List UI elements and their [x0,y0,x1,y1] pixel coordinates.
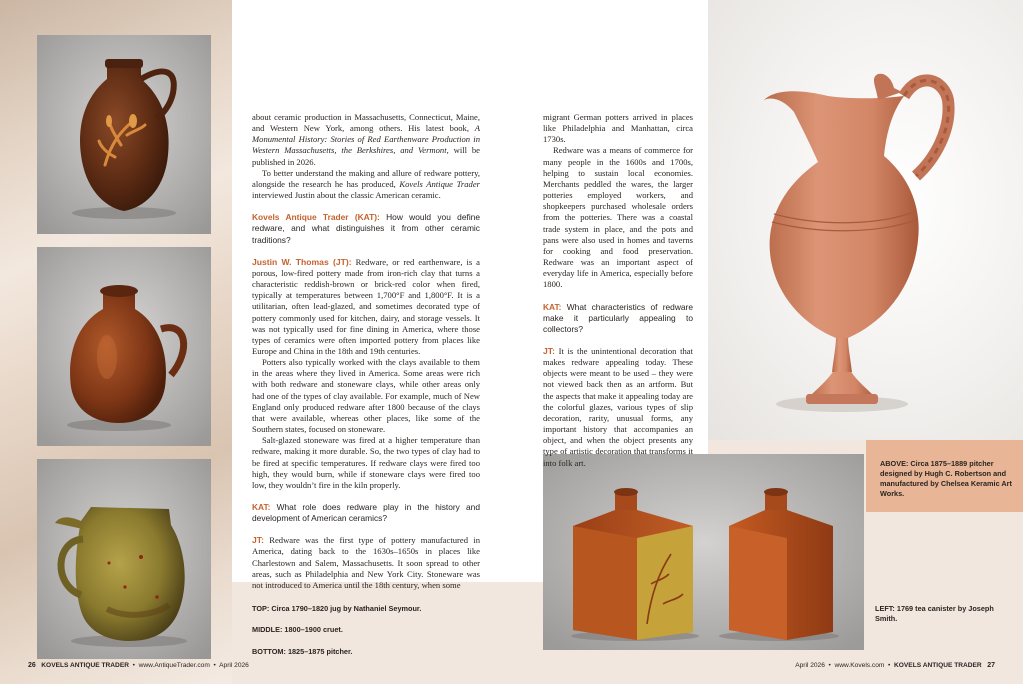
folio-left: 26 KOVELS ANTIQUE TRADER • www.AntiqueTrader.com • April 2026 [28,662,249,669]
caption-above: ABOVE: Circa 1875–1889 pitcher designed by Hugh C. Robertson and manufactured by Chelsea Keramic Art Works. [880,459,1012,498]
publication-name: KOVELS ANTIQUE TRADER [894,662,982,669]
continued-paragraph: migrant German potters arrived in places like Philadelphia and Manhattan, circa 1730s. [543,112,693,145]
issue-date: April 2026 [795,662,825,669]
issue-date: April 2026 [219,662,249,669]
speaker-label: Justin W. Thomas (JT): [252,256,352,267]
photo-tea-canister [543,454,864,650]
caption-bottom: BOTTOM: 1825–1875 pitcher. [252,647,353,656]
publication-name: KOVELS ANTIQUE TRADER [41,662,129,669]
caption-middle: MIDDLE: 1800–1900 cruet. [252,625,343,634]
photo-cruet [37,247,211,446]
article-column-right [543,112,693,469]
folio-right: April 2026 • www.Kovels.com • KOVELS ANTIQUE TRADER 27 [795,662,995,669]
commerce-paragraph: Redware was a means of commerce for many people in the 1600s and 1700s, helping to sustain local economies. Merchants peddled the wares, the larger potteries employed workers, and shopkeepers purchased wholesale orders from the potteries. There was a coastal trade system in place, and the pots and pans were also used in homes and taverns for cooking and food preservation. Redware was an important aspect of everyday life in America, especially before 1800. [543,145,693,290]
speaker-label: JT: [252,535,264,546]
caption-left: LEFT: 1769 tea canister by Joseph Smith. [875,604,994,623]
caption-top: TOP: Circa 1790–1820 jug by Nathaniel Seymour. [252,604,422,613]
answer-1-paragraph-2: Potters also typically worked with the clays available to them in the areas where they lived in America. Some areas were rich with both redware and stoneware clays, while other areas only had one of the types of clay available. For example, much of New England only produced redware after 1800 because of the clays that were available, whereas other places, like some of the Southern states, focused on stoneware. [252,357,480,435]
answer-1-paragraph-3: Salt-glazed stoneware was fired at a higher temperature than redware, making it more durable. So, the two types of clay had to be fired at specific temperatures. If redware clays were fired too high, they would burn, while if stoneware clays were fired too low, they wouldn’t fire in the kiln properly. [252,435,480,490]
photo-chelsea-pitcher [708,0,1023,440]
photo-jug [37,35,211,234]
book-title: A Monumental History: Stories of Red Earthenware Production in Western Massachusetts, the Berkshires, and Vermont [252,123,480,156]
answer-2: JT: Redware was the first type of pottery manufactured in America, dating back to the 1630s–1650s in places like Charlestown and Salem, Massachusetts. It soon spread to other areas, such as Philadelphia and New York City. Stoneware was not introduced to America until the 18th century, when some [252,535,480,590]
website: www.AntiqueTrader.com [138,662,210,669]
question-3: KAT: What characteristics of redware make it particularly appealing to collectors? [543,301,693,334]
photo-pitcher [37,459,211,659]
interview-intro-paragraph: To better understand the making and allure of redware pottery, alongside the research he has produced, Kovels Antique Trader interviewed Justin about the classic American ceramic. [252,167,480,201]
page-number: 27 [987,662,995,669]
intro-paragraph: about ceramic production in Massachusetts, Connecticut, Maine, and Western New York, among others. His latest book, A Monumental History: Stories of Red Earthenware Production in Western Massachusetts, the Berkshires, and Vermont, will be published in 2026. [252,112,480,167]
speaker-label: KAT: [543,301,562,312]
page-number: 26 [28,662,36,669]
publication-name: Kovels Antique Trader [399,178,480,189]
question-2: KAT: What role does redware play in the history and development of American ceramics? [252,502,480,524]
speaker-label: KAT: [252,502,271,512]
speaker-label: Kovels Antique Trader (KAT): [252,212,380,223]
question-1: Kovels Antique Trader (KAT): How would you define redware, and what distinguishes it from other ceramic traditions? [252,212,480,245]
website: www.Kovels.com [834,662,885,669]
answer-3: JT: It is the unintentional decoration that makes redware appealing today. These objects were meant to be used – they were not viewed back then as an artform. But the aspects that make it appealing today are the colorful glazes, various types of slip decoration, rarity, unusual forms, any important history that accompanies an object, and when the object presents any type of artistic decoration that transforms it into folk art. [543,345,693,468]
speaker-label: JT: [543,345,555,356]
answer-1: Justin W. Thomas (JT): Redware, or red earthenware, is a porous, low-fired pottery made from iron-rich clay that turns a characteristic reddish-brown or brick-red color when fired, typically at temperatures between 1,700°F and 1,800°F. It is a utilitarian, often lead-glazed, and sometimes decorated type of pottery commonly used for kitchen, dairy, and storage vessels. It was not typically used for fine dining in America, where those types of ceramics were often imported pottery from places like Europe and China in the 18th and 19th centuries. [252,256,480,356]
article-column-left [252,112,480,591]
